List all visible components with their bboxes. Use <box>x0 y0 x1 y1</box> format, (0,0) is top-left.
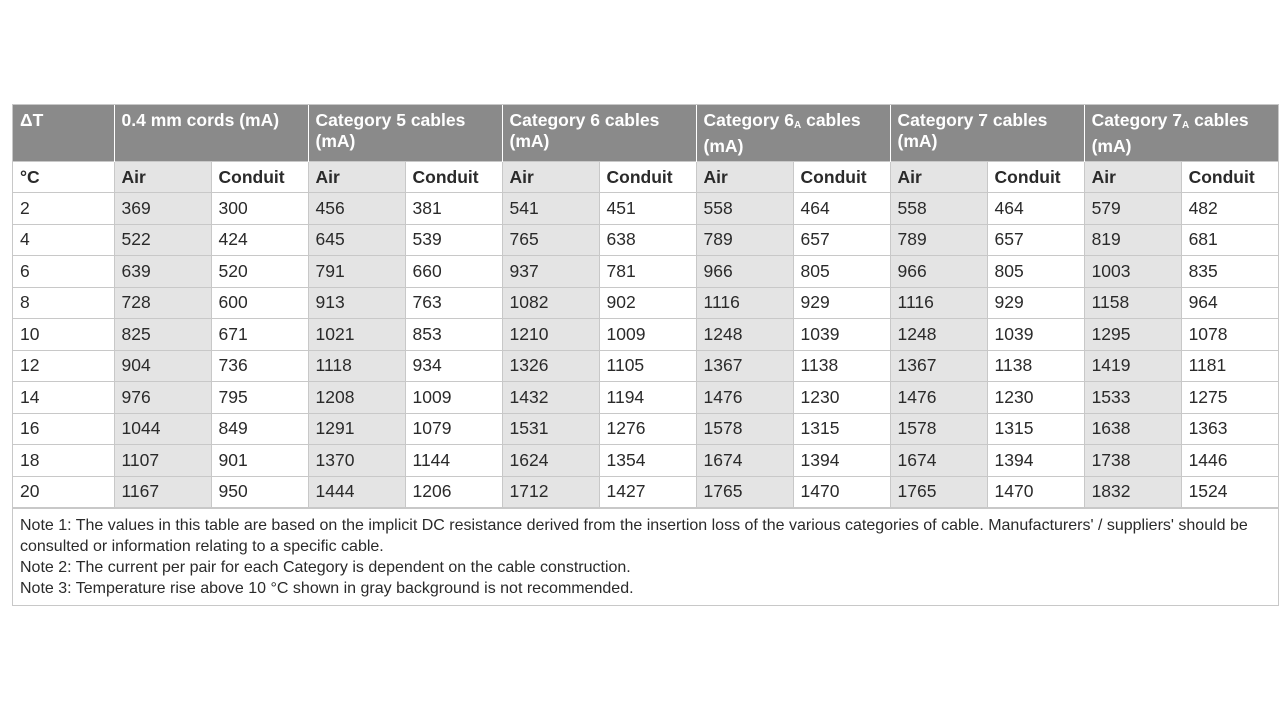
air-value-cell: 1107 <box>114 445 211 477</box>
air-value-cell: 1367 <box>696 350 793 382</box>
conduit-value-cell: 1394 <box>987 445 1084 477</box>
delta-t-cell: 10 <box>13 319 114 351</box>
air-value-cell: 1674 <box>696 445 793 477</box>
conduit-value-cell: 763 <box>405 287 502 319</box>
conduit-value-cell: 934 <box>405 350 502 382</box>
air-value-cell: 1248 <box>696 319 793 351</box>
conduit-value-cell: 929 <box>793 287 890 319</box>
delta-t-cell: 20 <box>13 476 114 508</box>
air-value-cell: 1432 <box>502 382 599 414</box>
unit-header: °C <box>13 162 114 193</box>
air-value-cell: 1578 <box>890 413 987 445</box>
conduit-value-cell: 1275 <box>1181 382 1278 414</box>
delta-t-cell: 18 <box>13 445 114 477</box>
air-value-cell: 1295 <box>1084 319 1181 351</box>
conduit-value-cell: 835 <box>1181 256 1278 288</box>
air-value-cell: 789 <box>890 224 987 256</box>
conduit-value-cell: 736 <box>211 350 308 382</box>
air-value-cell: 791 <box>308 256 405 288</box>
conduit-value-cell: 1194 <box>599 382 696 414</box>
air-value-cell: 541 <box>502 193 599 225</box>
conduit-value-cell: 681 <box>1181 224 1278 256</box>
conduit-value-cell: 805 <box>987 256 1084 288</box>
table-row <box>13 382 1278 414</box>
conduit-value-cell: 1446 <box>1181 445 1278 477</box>
conduit-value-cell: 781 <box>599 256 696 288</box>
table-body <box>13 193 1278 508</box>
air-header: Air <box>696 162 793 193</box>
table-row <box>13 287 1278 319</box>
conduit-value-cell: 464 <box>987 193 1084 225</box>
air-value-cell: 1624 <box>502 445 599 477</box>
group-header-cat7: Category 7 cables (mA) <box>890 105 1084 162</box>
air-value-cell: 1291 <box>308 413 405 445</box>
air-value-cell: 1832 <box>1084 476 1181 508</box>
air-value-cell: 1419 <box>1084 350 1181 382</box>
air-value-cell: 369 <box>114 193 211 225</box>
conduit-value-cell: 520 <box>211 256 308 288</box>
conduit-value-cell: 1230 <box>793 382 890 414</box>
conduit-value-cell: 482 <box>1181 193 1278 225</box>
air-value-cell: 1476 <box>696 382 793 414</box>
air-value-cell: 1531 <box>502 413 599 445</box>
conduit-value-cell: 424 <box>211 224 308 256</box>
air-value-cell: 728 <box>114 287 211 319</box>
delta-t-cell: 16 <box>13 413 114 445</box>
conduit-value-cell: 929 <box>987 287 1084 319</box>
air-value-cell: 1210 <box>502 319 599 351</box>
air-value-cell: 1167 <box>114 476 211 508</box>
current-capacity-table-container <box>12 104 1279 606</box>
conduit-value-cell: 901 <box>211 445 308 477</box>
group-header-row <box>13 105 1278 162</box>
air-value-cell: 1370 <box>308 445 405 477</box>
delta-t-cell: 2 <box>13 193 114 225</box>
conduit-value-cell: 1315 <box>793 413 890 445</box>
delta-t-header: ΔT <box>13 105 114 162</box>
air-value-cell: 1021 <box>308 319 405 351</box>
conduit-value-cell: 1470 <box>987 476 1084 508</box>
conduit-value-cell: 539 <box>405 224 502 256</box>
air-value-cell: 1444 <box>308 476 405 508</box>
air-value-cell: 966 <box>890 256 987 288</box>
conduit-value-cell: 950 <box>211 476 308 508</box>
air-value-cell: 1326 <box>502 350 599 382</box>
conduit-value-cell: 1079 <box>405 413 502 445</box>
conduit-value-cell: 1009 <box>405 382 502 414</box>
group-header-cat5: Category 5 cables (mA) <box>308 105 502 162</box>
conduit-value-cell: 300 <box>211 193 308 225</box>
air-value-cell: 558 <box>696 193 793 225</box>
conduit-value-cell: 1394 <box>793 445 890 477</box>
air-value-cell: 1533 <box>1084 382 1181 414</box>
air-value-cell: 1044 <box>114 413 211 445</box>
air-value-cell: 1765 <box>696 476 793 508</box>
air-value-cell: 1578 <box>696 413 793 445</box>
air-value-cell: 1765 <box>890 476 987 508</box>
air-value-cell: 1116 <box>890 287 987 319</box>
conduit-value-cell: 1230 <box>987 382 1084 414</box>
conduit-value-cell: 657 <box>793 224 890 256</box>
conduit-header: Conduit <box>793 162 890 193</box>
conduit-value-cell: 1039 <box>793 319 890 351</box>
conduit-header: Conduit <box>405 162 502 193</box>
delta-t-cell: 12 <box>13 350 114 382</box>
air-value-cell: 1367 <box>890 350 987 382</box>
table-row <box>13 476 1278 508</box>
conduit-value-cell: 1427 <box>599 476 696 508</box>
conduit-header: Conduit <box>1181 162 1278 193</box>
air-value-cell: 579 <box>1084 193 1181 225</box>
air-value-cell: 966 <box>696 256 793 288</box>
air-value-cell: 1118 <box>308 350 405 382</box>
air-value-cell: 1082 <box>502 287 599 319</box>
note-1: Note 1: The values in this table are based on the implicit DC resistance derived from the insertion loss of the various categories of cable. Manufacturers' / suppliers' should be consulted or information relating to a specific cable. <box>20 517 1248 555</box>
table-row <box>13 193 1278 225</box>
conduit-value-cell: 1078 <box>1181 319 1278 351</box>
air-header: Air <box>114 162 211 193</box>
group-header-cat6: Category 6 cables (mA) <box>502 105 696 162</box>
group-header-cat6a: Category $6_A$ cables (mA) <box>696 105 890 162</box>
conduit-value-cell: 638 <box>599 224 696 256</box>
table-row <box>13 224 1278 256</box>
conduit-header: Conduit <box>211 162 308 193</box>
table-row <box>13 319 1278 351</box>
air-value-cell: 789 <box>696 224 793 256</box>
conduit-value-cell: 600 <box>211 287 308 319</box>
air-header: Air <box>890 162 987 193</box>
air-value-cell: 976 <box>114 382 211 414</box>
conduit-value-cell: 805 <box>793 256 890 288</box>
conduit-value-cell: 1354 <box>599 445 696 477</box>
conduit-value-cell: 1276 <box>599 413 696 445</box>
current-capacity-table <box>13 105 1278 508</box>
conduit-value-cell: 853 <box>405 319 502 351</box>
air-value-cell: 904 <box>114 350 211 382</box>
conduit-value-cell: 902 <box>599 287 696 319</box>
air-value-cell: 1638 <box>1084 413 1181 445</box>
air-value-cell: 825 <box>114 319 211 351</box>
group-header-cat7a: Category $7_A$ cables (mA) <box>1084 105 1278 162</box>
conduit-value-cell: 657 <box>987 224 1084 256</box>
air-header: Air <box>1084 162 1181 193</box>
air-value-cell: 913 <box>308 287 405 319</box>
conduit-value-cell: 660 <box>405 256 502 288</box>
conduit-value-cell: 381 <box>405 193 502 225</box>
air-value-cell: 1712 <box>502 476 599 508</box>
table-row <box>13 445 1278 477</box>
delta-t-cell: 8 <box>13 287 114 319</box>
conduit-value-cell: 671 <box>211 319 308 351</box>
air-value-cell: 1158 <box>1084 287 1181 319</box>
subheader-row <box>13 162 1278 193</box>
air-value-cell: 1248 <box>890 319 987 351</box>
air-value-cell: 765 <box>502 224 599 256</box>
conduit-value-cell: 1470 <box>793 476 890 508</box>
table-row <box>13 350 1278 382</box>
conduit-header: Conduit <box>987 162 1084 193</box>
conduit-value-cell: 964 <box>1181 287 1278 319</box>
conduit-value-cell: 1009 <box>599 319 696 351</box>
notes <box>13 508 1278 605</box>
conduit-value-cell: 1144 <box>405 445 502 477</box>
conduit-value-cell: 849 <box>211 413 308 445</box>
air-value-cell: 1003 <box>1084 256 1181 288</box>
delta-t-cell: 14 <box>13 382 114 414</box>
group-header-04mm-cords: 0.4 mm cords (mA) <box>114 105 308 162</box>
conduit-value-cell: 1105 <box>599 350 696 382</box>
air-value-cell: 522 <box>114 224 211 256</box>
air-value-cell: 937 <box>502 256 599 288</box>
conduit-value-cell: 1315 <box>987 413 1084 445</box>
conduit-value-cell: 451 <box>599 193 696 225</box>
note-2: Note 2: The current per pair for each Category is dependent on the cable construction. <box>20 559 631 576</box>
conduit-value-cell: 1138 <box>987 350 1084 382</box>
conduit-value-cell: 1363 <box>1181 413 1278 445</box>
air-value-cell: 1116 <box>696 287 793 319</box>
air-value-cell: 1476 <box>890 382 987 414</box>
air-value-cell: 456 <box>308 193 405 225</box>
air-value-cell: 1674 <box>890 445 987 477</box>
conduit-value-cell: 1524 <box>1181 476 1278 508</box>
table-row <box>13 413 1278 445</box>
table-row <box>13 256 1278 288</box>
air-header: Air <box>308 162 405 193</box>
conduit-value-cell: 1206 <box>405 476 502 508</box>
delta-t-cell: 6 <box>13 256 114 288</box>
conduit-value-cell: 795 <box>211 382 308 414</box>
conduit-header: Conduit <box>599 162 696 193</box>
air-value-cell: 639 <box>114 256 211 288</box>
air-value-cell: 645 <box>308 224 405 256</box>
air-header: Air <box>502 162 599 193</box>
conduit-value-cell: 1039 <box>987 319 1084 351</box>
conduit-value-cell: 1181 <box>1181 350 1278 382</box>
air-value-cell: 1208 <box>308 382 405 414</box>
note-3: Note 3: Temperature rise above 10 °C shown in gray background is not recommended. <box>20 580 634 597</box>
conduit-value-cell: 464 <box>793 193 890 225</box>
delta-t-cell: 4 <box>13 224 114 256</box>
air-value-cell: 558 <box>890 193 987 225</box>
conduit-value-cell: 1138 <box>793 350 890 382</box>
air-value-cell: 1738 <box>1084 445 1181 477</box>
air-value-cell: 819 <box>1084 224 1181 256</box>
